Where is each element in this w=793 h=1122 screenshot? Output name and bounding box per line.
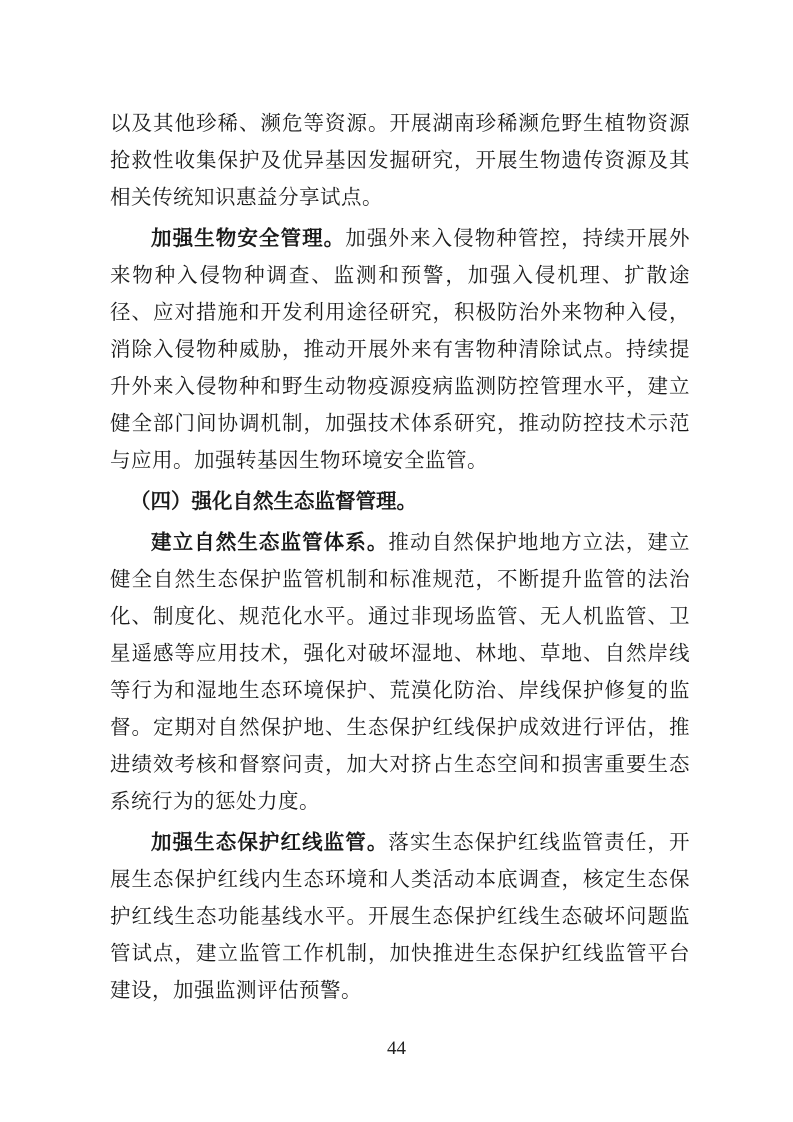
page-number: 44 (387, 1038, 406, 1059)
paragraph-lead: 加强生态保护红线监管。 (151, 830, 389, 854)
paragraph-text: 落实生态保护红线监管责任，开展生态保护红线内生态环境和人类活动本底调查，核定生态保护红线生态功能基线水平。开展生态保护红线生态破坏问题监管试点，建立监管工作机制，加快推进生态保护红线监管平台建设，加强监测评估预警。 (110, 830, 691, 1002)
document-body (110, 105, 690, 1013)
paragraph-supervision-system (110, 524, 690, 820)
paragraph-text: 推动自然保护地地方立法，建立健全自然生态保护监管机制和标准规范，不断提升监管的法治化、制度化、规范化水平。通过非现场监管、无人机监管、卫星遥感等应用技术，强化对破坏湿地、林地、草地、自然岸线等行为和湿地生态环境保护、荒漠化防治、岸线保护修复的监督。定期对自然保护地、生态保护红线保护成效进行评估，推进绩效考核和督察问责，加大对挤占生态空间和损害重要生态系统行为的惩处力度。 (110, 530, 691, 813)
paragraph-lead: 加强生物安全管理。 (151, 226, 346, 250)
paragraph-text: 以及其他珍稀、濒危等资源。开展湖南珍稀濒危野生植物资源抢救性收集保护及优异基因发掘研究，开展生物遗传资源及其相关传统知识惠益分享试点。 (110, 111, 690, 209)
paragraph-text: 加强外来入侵物种管控，持续开展外来物种入侵物种调查、监测和预警，加强入侵机理、扩散途径、应对措施和开发利用途径研究，积极防治外来物种入侵，消除入侵物种威胁，推动开展外来有害物种清除试点。持续提升外来入侵物种和野生动物疫源疫病监测防控管理水平，建立健全部门间协调机制，加强技术体系研究，推动防控技术示范与应用。加强转基因生物环境安全监管。 (110, 226, 690, 472)
paragraph-redline-supervision (110, 824, 690, 1009)
paragraph-biosafety (110, 220, 690, 479)
section-heading: （四）强化自然生态监督管理。 (130, 489, 417, 513)
paragraph-continuation (110, 105, 690, 216)
paragraph-lead: 建立自然生态监管体系。 (151, 530, 389, 554)
